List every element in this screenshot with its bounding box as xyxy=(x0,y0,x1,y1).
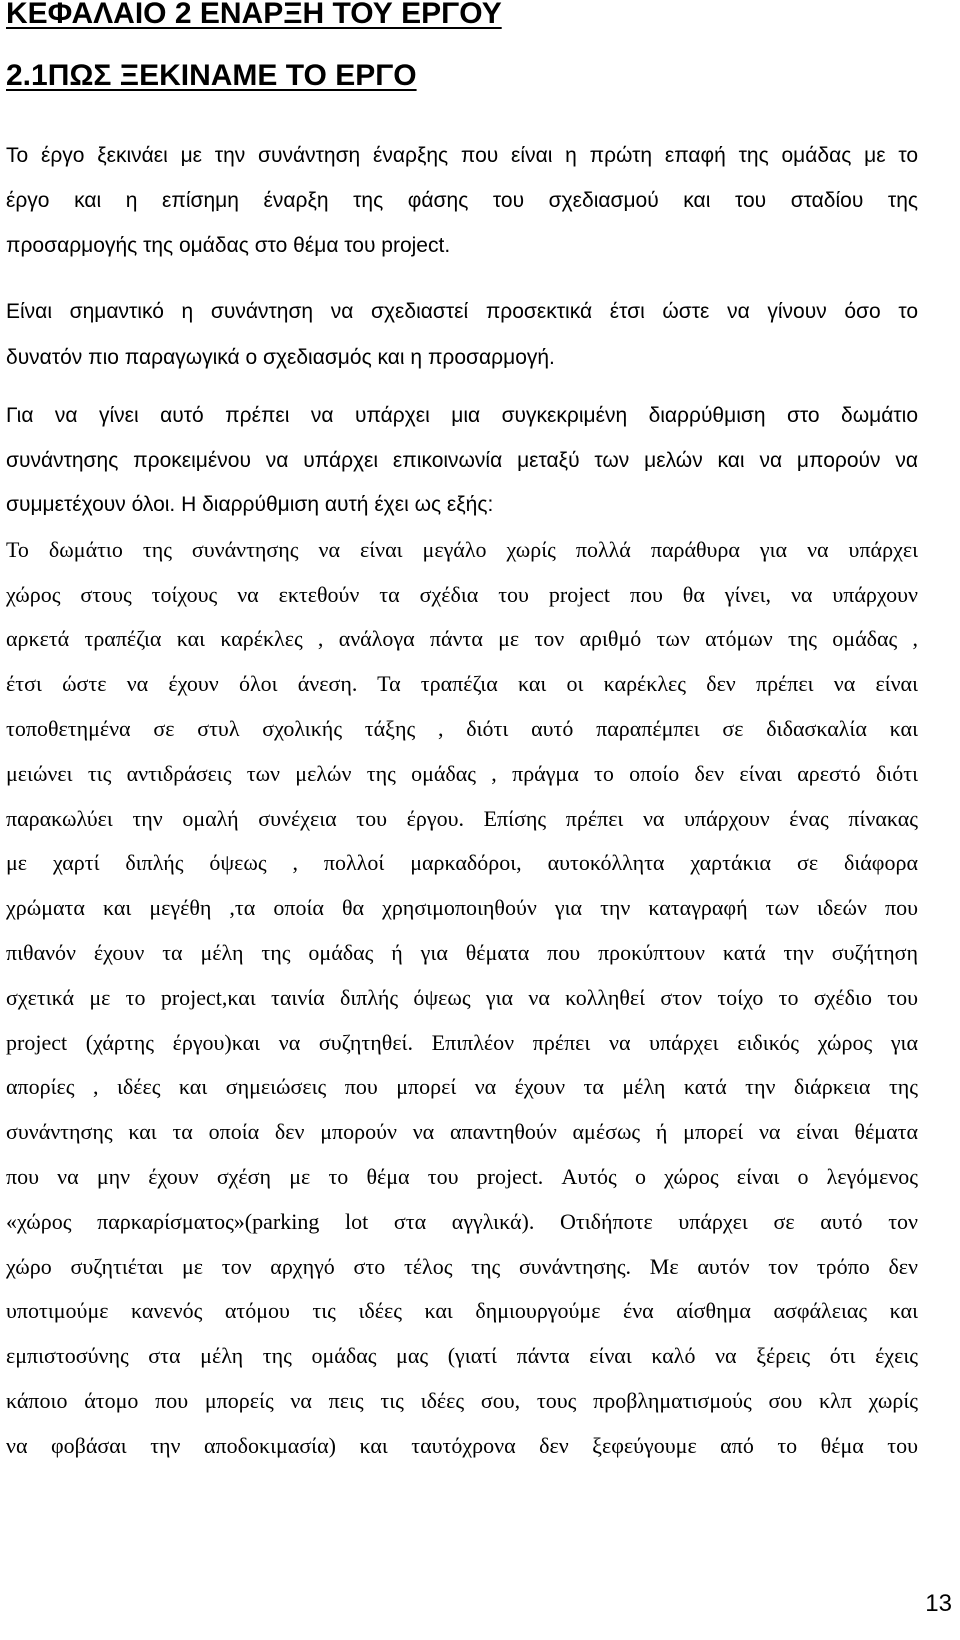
text-line: χρώματα και μεγέθη ,τα οποία θα χρησιμοποιηθούν για την καταγραφή των ιδεών που xyxy=(6,895,918,920)
text-line: project (χάρτης έργου)και να συζητηθεί. Επιπλέον πρέπει να υπάρχει ειδικός χώρος για xyxy=(6,1030,918,1055)
text-line: συμμετέχουν όλοι. Η διαρρύθμιση αυτή έχει ως εξής: xyxy=(6,493,494,516)
text-line: χώρος στους τοίχους να εκτεθούν τα σχέδια του project που θα γίνει, να υπάρχουν xyxy=(6,582,918,607)
text-line: να φοβάσαι την αποδοκιμασία) και ταυτόχρονα δεν ξεφεύγουμε από το θέμα του xyxy=(6,1433,918,1458)
text-line: τοποθετημένα σε στυλ σχολικής τάξης , διότι αυτό παραπέμπει σε διδασκαλία και xyxy=(6,716,918,741)
text-line: δυνατόν πιο παραγωγικά ο σχεδιασμός και η προσαρμογή. xyxy=(6,346,555,369)
text-line: έτσι ώστε να έχουν όλοι άνεση. Τα τραπέζια και οι καρέκλες δεν πρέπει να είναι xyxy=(6,671,918,696)
text-line: απορίες , ιδέες και σημειώσεις που μπορεί να έχουν τα μέλη κατά την διάρκεια της xyxy=(6,1074,918,1099)
text-line: μειώνει τις αντιδράσεις των μελών της ομάδας , πράγμα το οποίο δεν είναι αρεστό διότι xyxy=(6,761,918,786)
section-title: 2.1ΠΩΣ ΞΕΚΙΝΑΜΕ ΤΟ ΕΡΓΟ xyxy=(6,59,417,92)
text-line: συνάντησης και τα οποία δεν μπορούν να απαντηθούν αμέσως ή μπορεί να είναι θέματα xyxy=(6,1119,918,1144)
text-line: Το έργο ξεκινάει με την συνάντηση έναρξης που είναι η πρώτη επαφή της ομάδας με το xyxy=(6,144,918,167)
text-line: με χαρτί διπλής όψεως , πολλοί μαρκαδόροι, αυτοκόλλητα χαρτάκια σε διάφορα xyxy=(6,850,918,875)
text-line: Είναι σημαντικό η συνάντηση να σχεδιαστεί προσεκτικά έτσι ώστε να γίνουν όσο το xyxy=(6,300,918,323)
text-line: «χώρος παρκαρίσματος»(parking lot στα αγγλικά). Οτιδήποτε υπάρχει σε αυτό τον xyxy=(6,1209,918,1234)
text-line: που να μην έχουν σχέση με το θέμα του project. Αυτός ο χώρος είναι ο λεγόμενος xyxy=(6,1164,918,1189)
text-line: πιθανόν έχουν τα μέλη της ομάδας ή για θέματα που προκύπτουν κατά την συζήτηση xyxy=(6,940,918,965)
text-line: έργο και η επίσημη έναρξη της φάσης του σχεδιασμού και του σταδίου της xyxy=(6,189,918,212)
text-line: κάποιο άτομο που μπορείς να πεις τις ιδέες σου, τους προβληματισμούς σου κλπ χωρίς xyxy=(6,1388,918,1413)
text-line: συνάντησης προκειμένου να υπάρχει επικοινωνία μεταξύ των μελών και να μπορούν να xyxy=(6,449,918,472)
text-line: σχετικά με το project,και ταινία διπλής όψεως για να κολληθεί στον τοίχο το σχέδιο του xyxy=(6,985,918,1010)
text-line: προσαρμογής της ομάδας στο θέμα του project. xyxy=(6,234,451,257)
text-line: αρκετά τραπέζια και καρέκλες , ανάλογα πάντα με τον αριθμό των ατόμων της ομάδας , xyxy=(6,626,918,651)
text-line: υποτιμούμε κανενός ατόμου τις ιδέες και δημιουργούμε ένα αίσθημα ασφάλειας και xyxy=(6,1298,918,1323)
text-line: παρακωλύει την ομαλή συνέχεια του έργου. Επίσης πρέπει να υπάρχουν ένας πίνακας xyxy=(6,806,918,831)
chapter-title: ΚΕΦΑΛΑΙΟ 2 ΕΝΑΡΞΗ ΤΟΥ ΕΡΓΟΥ xyxy=(6,0,502,30)
text-line: Το δωμάτιο της συνάντησης να είναι μεγάλο χωρίς πολλά παράθυρα για να υπάρχει xyxy=(6,537,918,562)
text-line: εμπιστοσύνης στα μέλη της ομάδας μας (γιατί πάντα είναι καλό να ξέρεις ότι έχεις xyxy=(6,1343,918,1368)
text-line: χώρο συζητιέται με τον αρχηγό στο τέλος της συνάντησης. Με αυτόν τον τρόπο δεν xyxy=(6,1254,918,1279)
text-line: Για να γίνει αυτό πρέπει να υπάρχει μια συγκεκριμένη διαρρύθμιση στο δωμάτιο xyxy=(6,404,918,427)
page-number: 13 xyxy=(925,1590,952,1617)
